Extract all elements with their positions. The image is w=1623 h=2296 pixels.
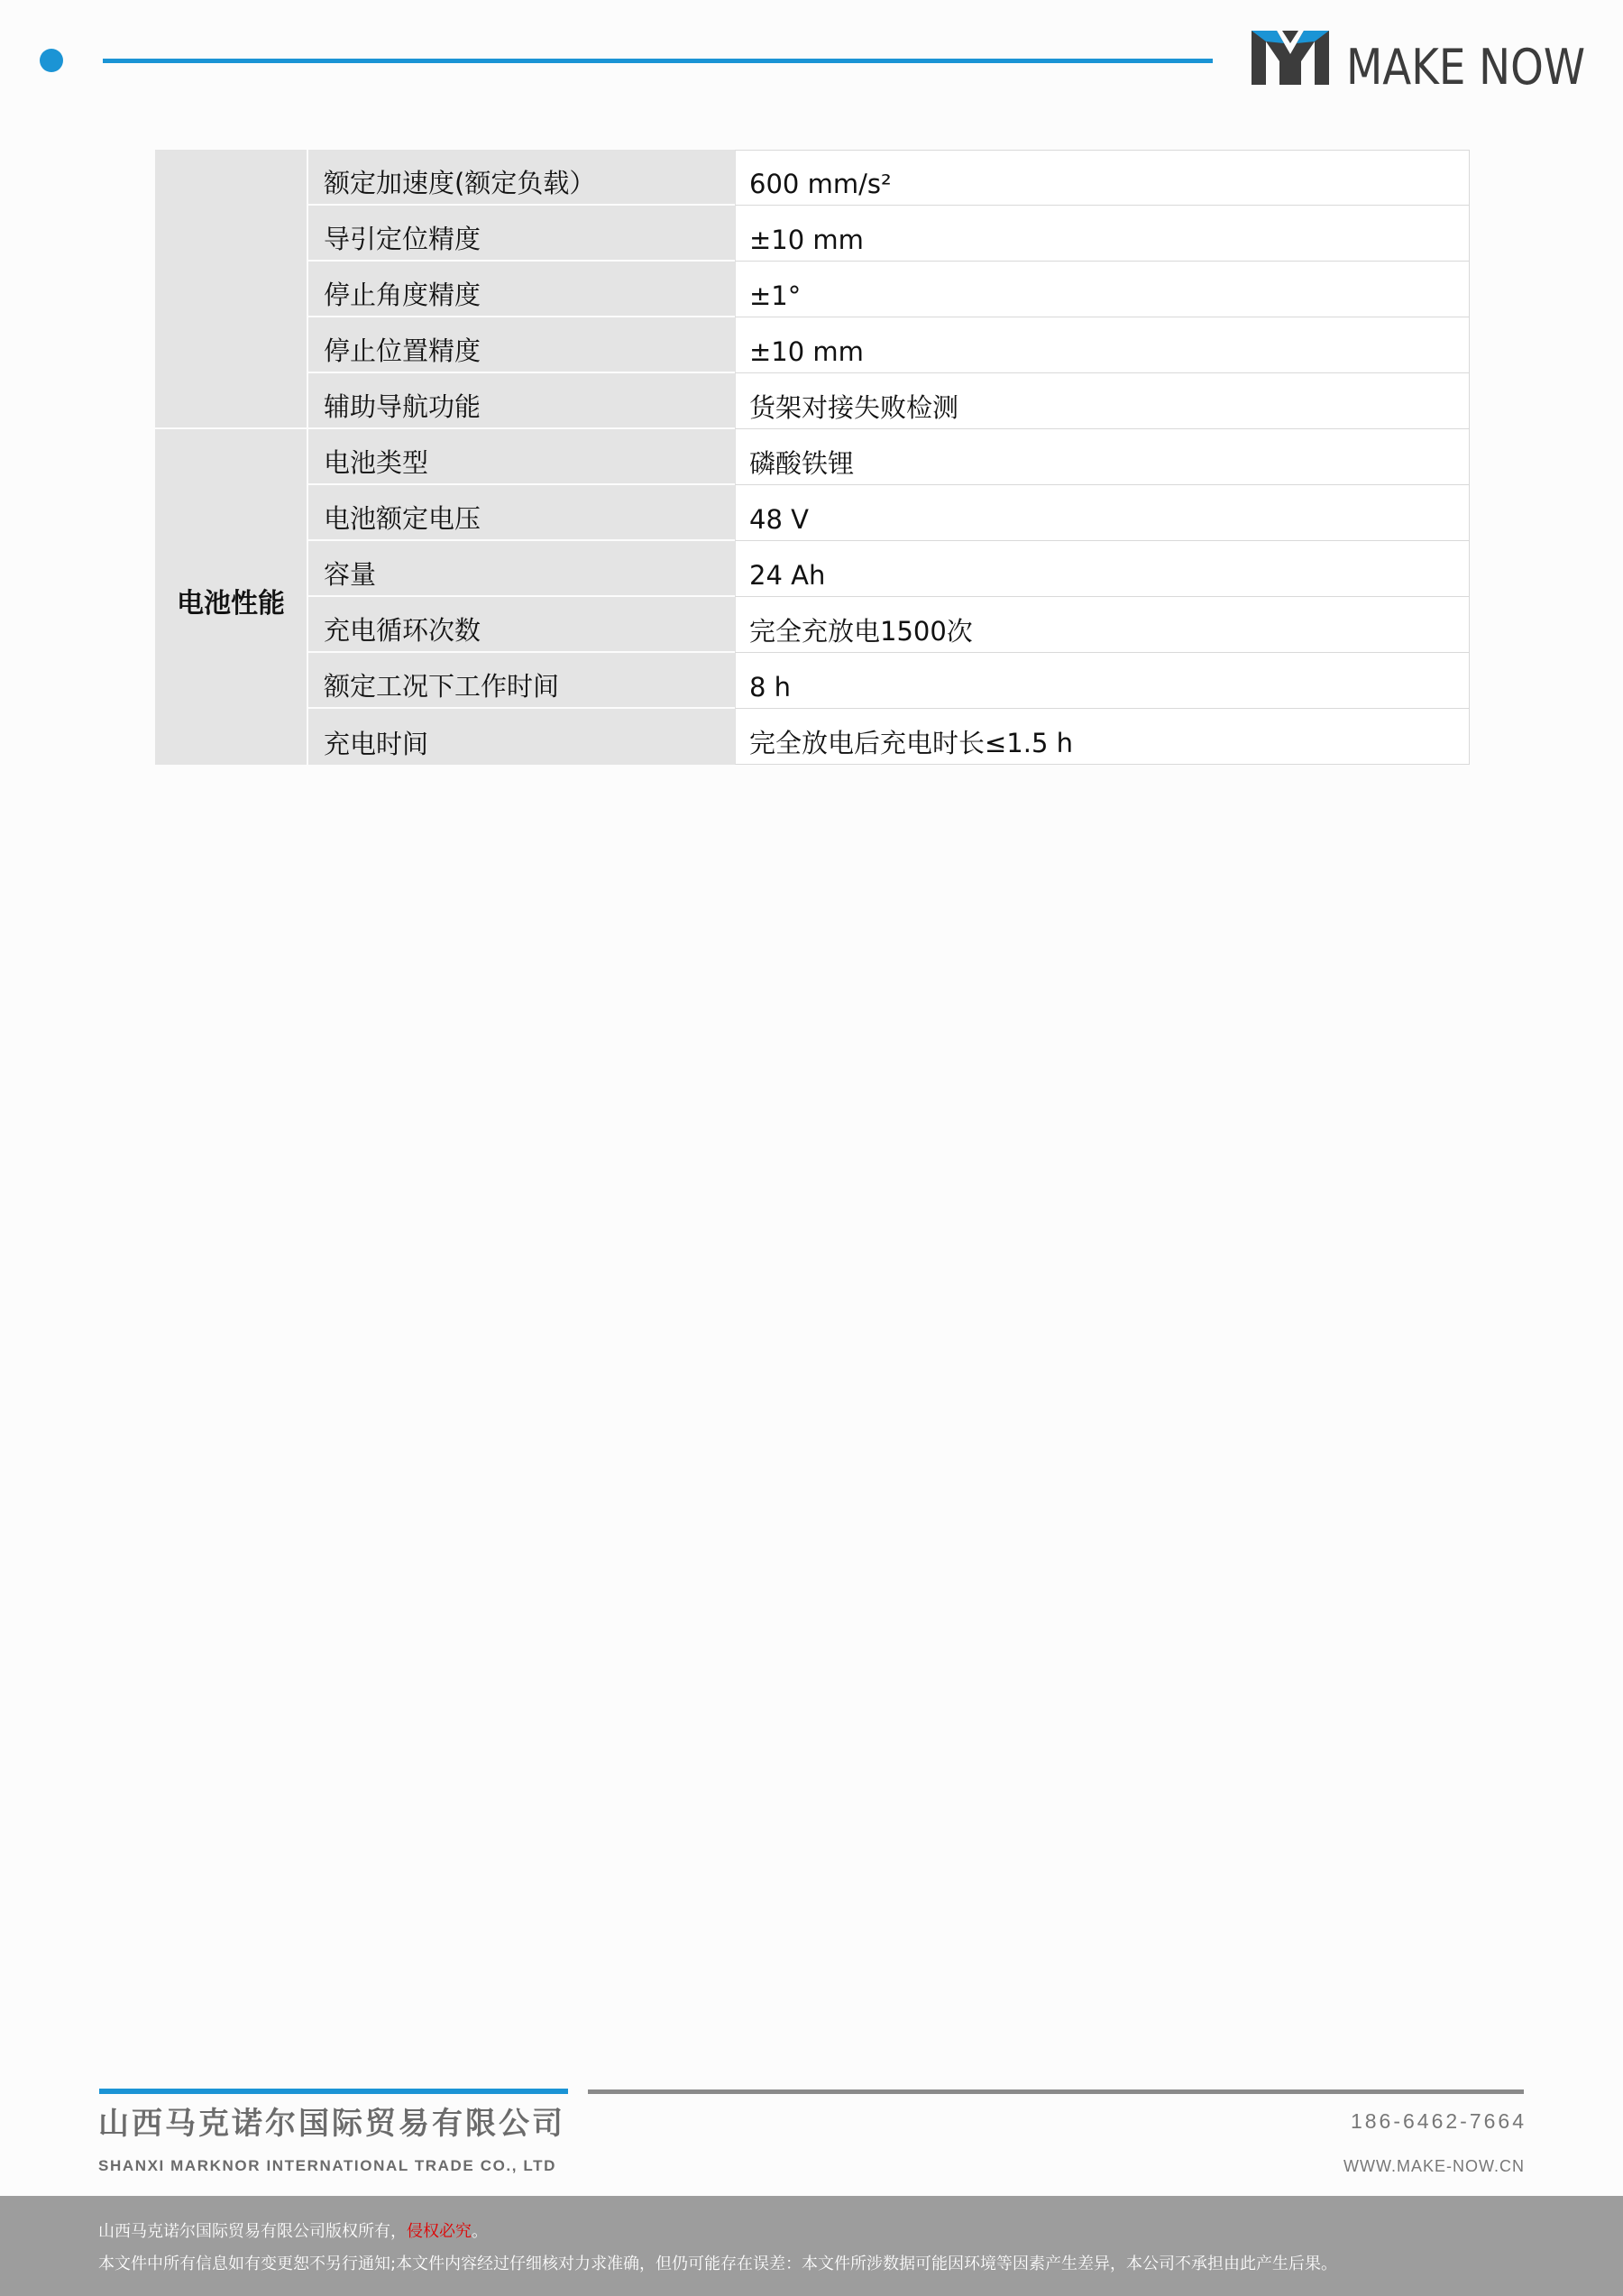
spec-value: 48 V — [735, 485, 1470, 541]
spec-value: 24 Ah — [735, 541, 1470, 597]
footer-accent-line — [99, 2089, 568, 2094]
spec-label: 额定加速度(额定负载） — [308, 150, 735, 206]
spec-value: 完全充放电1500次 — [735, 597, 1470, 653]
copyright-end: 。 — [472, 2222, 488, 2241]
footer-divider-line — [588, 2089, 1524, 2094]
spec-label: 导引定位精度 — [308, 206, 735, 262]
spec-value: 完全放电后充电时长≤1.5 h — [735, 709, 1470, 765]
spec-label: 电池额定电压 — [308, 485, 735, 541]
header-bullet-dot — [40, 49, 63, 72]
spec-label: 容量 — [308, 541, 735, 597]
contact-phone: 186-6462-7664 — [1350, 2109, 1527, 2133]
spec-value: 磷酸铁锂 — [735, 429, 1470, 485]
spec-label: 充电时间 — [308, 709, 735, 765]
copyright-notice — [98, 2221, 488, 2243]
company-logo — [1250, 27, 1587, 96]
company-name-en: SHANXI MARKNOR INTERNATIONAL TRADE CO., LTD — [98, 2157, 556, 2174]
spec-label: 电池类型 — [308, 429, 735, 485]
spec-value: ±10 mm — [735, 206, 1470, 262]
spec-value: ±1° — [735, 262, 1470, 317]
spec-value: 8 h — [735, 653, 1470, 709]
logo-mark-icon — [1252, 31, 1329, 85]
disclaimer-text: 本文件中所有信息如有变更恕不另行通知;本文件内容经过仔细核对力求准确，但仍可能存在误差：本文件所涉数据可能因环境等因素产生差异，本公司不承担由此产生后果。 — [98, 2255, 1338, 2273]
category-cell — [155, 150, 308, 429]
spec-label: 额定工况下工作时间 — [308, 653, 735, 709]
spec-label: 充电循环次数 — [308, 597, 735, 653]
footer-band — [0, 2196, 1623, 2296]
spec-table — [155, 150, 1470, 765]
header-divider-line — [103, 59, 1213, 63]
spec-value: ±10 mm — [735, 317, 1470, 373]
category-label: 电池性能 — [177, 588, 285, 620]
spec-label: 停止位置精度 — [308, 317, 735, 373]
company-name-cn: 山西马克诺尔国际贸易有限公司 — [98, 2106, 565, 2142]
copyright-text: 山西马克诺尔国际贸易有限公司版权所有， — [98, 2222, 407, 2241]
category-cell — [155, 429, 308, 765]
spec-label: 辅助导航功能 — [308, 373, 735, 429]
spec-value: 600 mm/s² — [735, 150, 1470, 206]
logo-text: MAKE NOW — [1346, 39, 1585, 96]
copyright-warning: 侵权必究 — [407, 2222, 472, 2241]
spec-label: 停止角度精度 — [308, 262, 735, 317]
website-url: WWW.MAKE-NOW.CN — [1343, 2157, 1525, 2175]
spec-value: 货架对接失败检测 — [735, 373, 1470, 429]
